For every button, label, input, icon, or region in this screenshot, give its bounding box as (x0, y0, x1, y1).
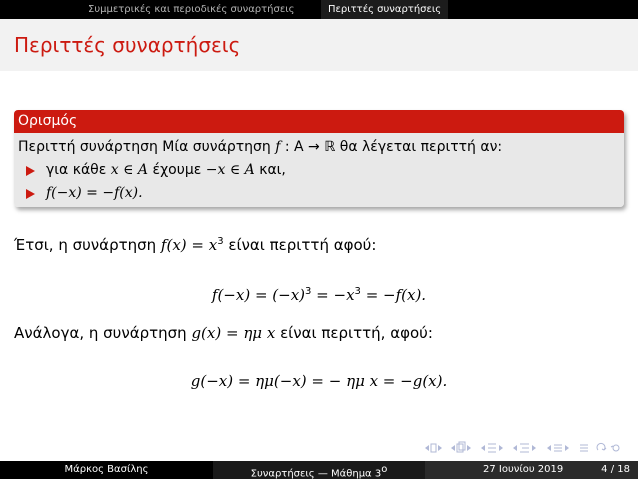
eq2-text: g(−x) = ημ(−x) = − ημ x = −g(x). (190, 372, 448, 390)
frame-title: Περιττές συναρτήσεις (14, 33, 241, 57)
nav-search-icon[interactable] (597, 443, 619, 451)
nav-frame-right-icon[interactable] (451, 442, 471, 452)
math-odd-definition: f(−x) = −f(x). (46, 185, 143, 201)
footer-date-page (425, 461, 638, 479)
frame-title-bar (0, 19, 638, 71)
nav-section-icon[interactable] (513, 444, 536, 452)
slide-footer (0, 461, 638, 479)
triangle-bullet-icon (26, 166, 35, 176)
eq1-exp-1: 3 (305, 286, 312, 297)
footer-title-text: Συναρτήσεις — Μάθημα 3 (250, 468, 382, 479)
footer-title (213, 461, 425, 479)
triangle-bullet-icon (26, 189, 35, 199)
nav-align-icon[interactable] (580, 445, 588, 451)
footer-title-superscript: ο (381, 464, 388, 475)
math-exponent: 3 (217, 236, 224, 247)
definition-intro-text: Περιττή συνάρτηση Μία συνάρτηση (18, 139, 276, 155)
eq1-part-a: f(−x) = (−x) (211, 286, 306, 304)
para1-text-b: είναι περιττή αφού: (223, 236, 377, 254)
nav-frame-left-icon[interactable] (425, 444, 442, 452)
footer-author: Μάρκος Βασίλης (0, 461, 213, 479)
math-f-of-x: f(x) = x (160, 236, 218, 254)
definition-block-body (14, 133, 624, 207)
definition-block-title: Ορισμός (14, 110, 624, 133)
math-negx-in-A: −x ∈ A (205, 162, 255, 178)
item1-text-b: έχουμε (148, 162, 206, 178)
math-f: f (275, 139, 281, 155)
example-paragraph-cube (14, 236, 376, 254)
footer-date: 27 Ιουνίου 2019 (483, 464, 564, 475)
equation-sine (0, 372, 638, 390)
footer-page-number: 4 / 18 (601, 464, 630, 475)
definition-item-2 (18, 182, 620, 205)
definition-item-1 (18, 159, 620, 182)
nav-subsection-icon[interactable] (481, 444, 503, 452)
math-g-of-x: g(x) = ημ x (191, 324, 276, 342)
item1-text-c: και, (254, 162, 286, 178)
para2-text-b: είναι περιττή, αφού: (275, 324, 433, 342)
nav-slide-icon[interactable] (547, 445, 569, 451)
section-navigation-bar (0, 0, 638, 19)
eq1-exp-2: 3 (354, 286, 361, 297)
para2-text-a: Ανάλογα, η συνάρτηση (14, 324, 192, 342)
nav-section-link-odd[interactable]: Περιττές συναρτήσεις (321, 0, 448, 19)
definition-block (14, 110, 624, 207)
eq1-part-b: = −x (311, 286, 355, 304)
eq1-part-c: = −f(x). (360, 286, 427, 304)
equation-cube (0, 286, 638, 304)
example-paragraph-sine (14, 324, 433, 342)
nav-section-link-symmetric[interactable]: Συμμετρικές και περιοδικές συναρτήσεις (88, 4, 295, 15)
para1-text-a: Έτσι, η συνάρτηση (14, 236, 161, 254)
definition-intro-tail: θα λέγεται περιττή αν: (339, 139, 503, 155)
beamer-navigation-symbols (423, 441, 623, 455)
item1-text-a: για κάθε (46, 162, 111, 178)
definition-intro (18, 136, 620, 159)
math-x-in-A: x ∈ A (110, 162, 149, 178)
math-map: : A → ℝ (280, 139, 340, 155)
